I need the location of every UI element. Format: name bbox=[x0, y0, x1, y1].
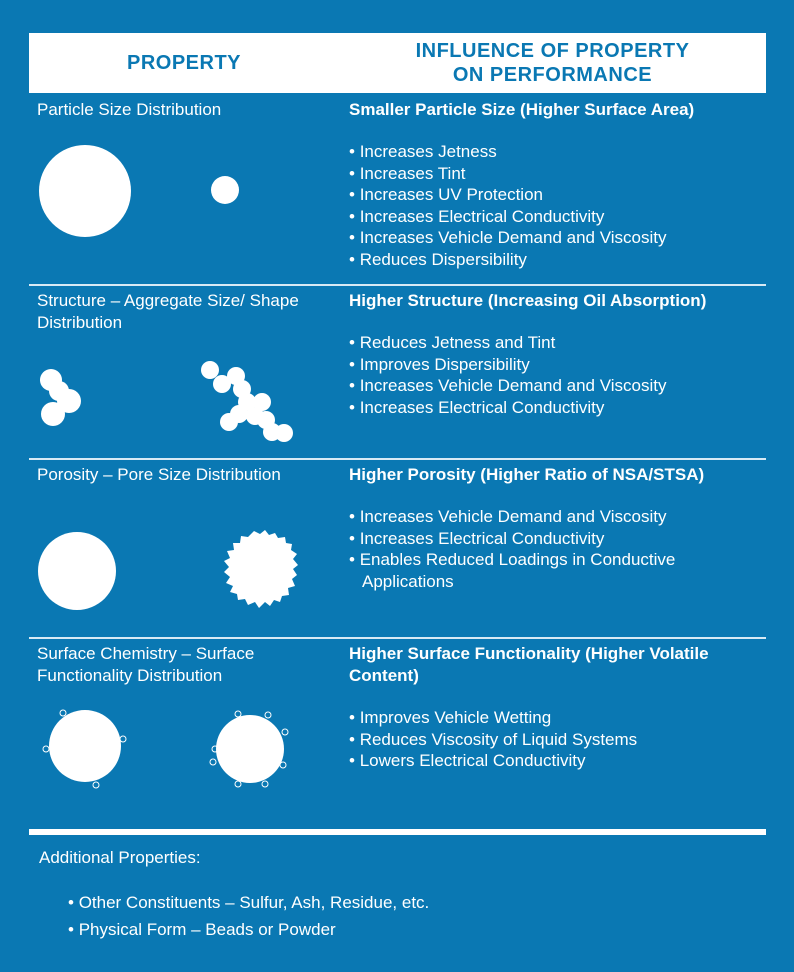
list-item: • Reduces Jetness and Tint bbox=[349, 332, 764, 354]
row-porosity bbox=[29, 462, 766, 637]
list-item: • Improves Vehicle Wetting bbox=[349, 707, 764, 729]
list-item: • Increases Electrical Conductivity bbox=[349, 528, 764, 550]
porous-particle bbox=[224, 530, 298, 608]
property-title: Structure – Aggregate Size/ Shape Distribution bbox=[37, 291, 299, 332]
high-structure-aggregate bbox=[201, 361, 293, 442]
influence-header-line1: INFLUENCE OF PROPERTY bbox=[415, 40, 690, 62]
influence-column-header bbox=[339, 33, 766, 93]
row-divider bbox=[29, 458, 766, 460]
high-functionality-particle bbox=[210, 711, 288, 787]
list-item: • Increases Vehicle Demand and Viscosity bbox=[349, 227, 764, 249]
property-title: Surface Chemistry – Surface Functionality Distribution bbox=[37, 644, 255, 685]
row-divider bbox=[29, 637, 766, 639]
list-item: • Increases Vehicle Demand and Viscosity bbox=[349, 375, 764, 397]
table-header bbox=[29, 33, 766, 93]
row-surface-chemistry bbox=[29, 641, 766, 826]
list-item: • Reduces Dispersibility bbox=[349, 249, 764, 271]
small-particle bbox=[211, 176, 239, 204]
list-item: • Lowers Electrical Conductivity bbox=[349, 750, 764, 772]
structure-illustration bbox=[29, 358, 339, 468]
list-item: • Increases UV Protection bbox=[349, 184, 764, 206]
non-porous-particle bbox=[38, 532, 116, 610]
low-structure-aggregate bbox=[40, 369, 81, 426]
influence-title: Higher Structure (Increasing Oil Absorption) bbox=[349, 291, 707, 310]
low-functionality-particle bbox=[43, 710, 126, 788]
additional-properties-list bbox=[68, 889, 429, 943]
property-title: Porosity – Pore Size Distribution bbox=[37, 465, 281, 484]
list-item: • Other Constituents – Sulfur, Ash, Residue, etc. bbox=[68, 889, 429, 916]
row-particle-size bbox=[29, 97, 766, 285]
porosity-illustration bbox=[29, 528, 339, 628]
influence-title: Higher Porosity (Higher Ratio of NSA/STSA) bbox=[349, 465, 705, 484]
effects-list bbox=[349, 707, 764, 772]
effects-list bbox=[349, 506, 764, 592]
list-item: • Increases Vehicle Demand and Viscosity bbox=[349, 506, 764, 528]
row-structure bbox=[29, 288, 766, 458]
property-title: Particle Size Distribution bbox=[37, 100, 222, 119]
section-divider bbox=[29, 829, 766, 835]
effects-list bbox=[349, 332, 764, 418]
large-particle bbox=[39, 145, 131, 237]
influence-title: Higher Surface Functionality (Higher Volatile Content) bbox=[349, 644, 709, 685]
particle-size-illustration bbox=[29, 137, 339, 287]
row-divider bbox=[29, 284, 766, 286]
property-column-header: PROPERTY bbox=[126, 51, 242, 74]
list-item: • Increases Tint bbox=[349, 163, 764, 185]
effects-list bbox=[349, 141, 764, 271]
list-item: • Enables Reduced Loadings in Conductive Applications bbox=[349, 549, 764, 592]
list-item: • Improves Dispersibility bbox=[349, 354, 764, 376]
influence-title: Smaller Particle Size (Higher Surface Area) bbox=[349, 100, 695, 119]
additional-properties-title: Additional Properties: bbox=[39, 848, 201, 867]
list-item: • Increases Jetness bbox=[349, 141, 764, 163]
surface-chemistry-illustration bbox=[29, 707, 339, 807]
list-item: • Increases Electrical Conductivity bbox=[349, 206, 764, 228]
list-item: • Increases Electrical Conductivity bbox=[349, 397, 764, 419]
list-item: • Physical Form – Beads or Powder bbox=[68, 916, 429, 943]
list-item: • Reduces Viscosity of Liquid Systems bbox=[349, 729, 764, 751]
influence-header-line2: ON PERFORMANCE bbox=[452, 64, 653, 86]
